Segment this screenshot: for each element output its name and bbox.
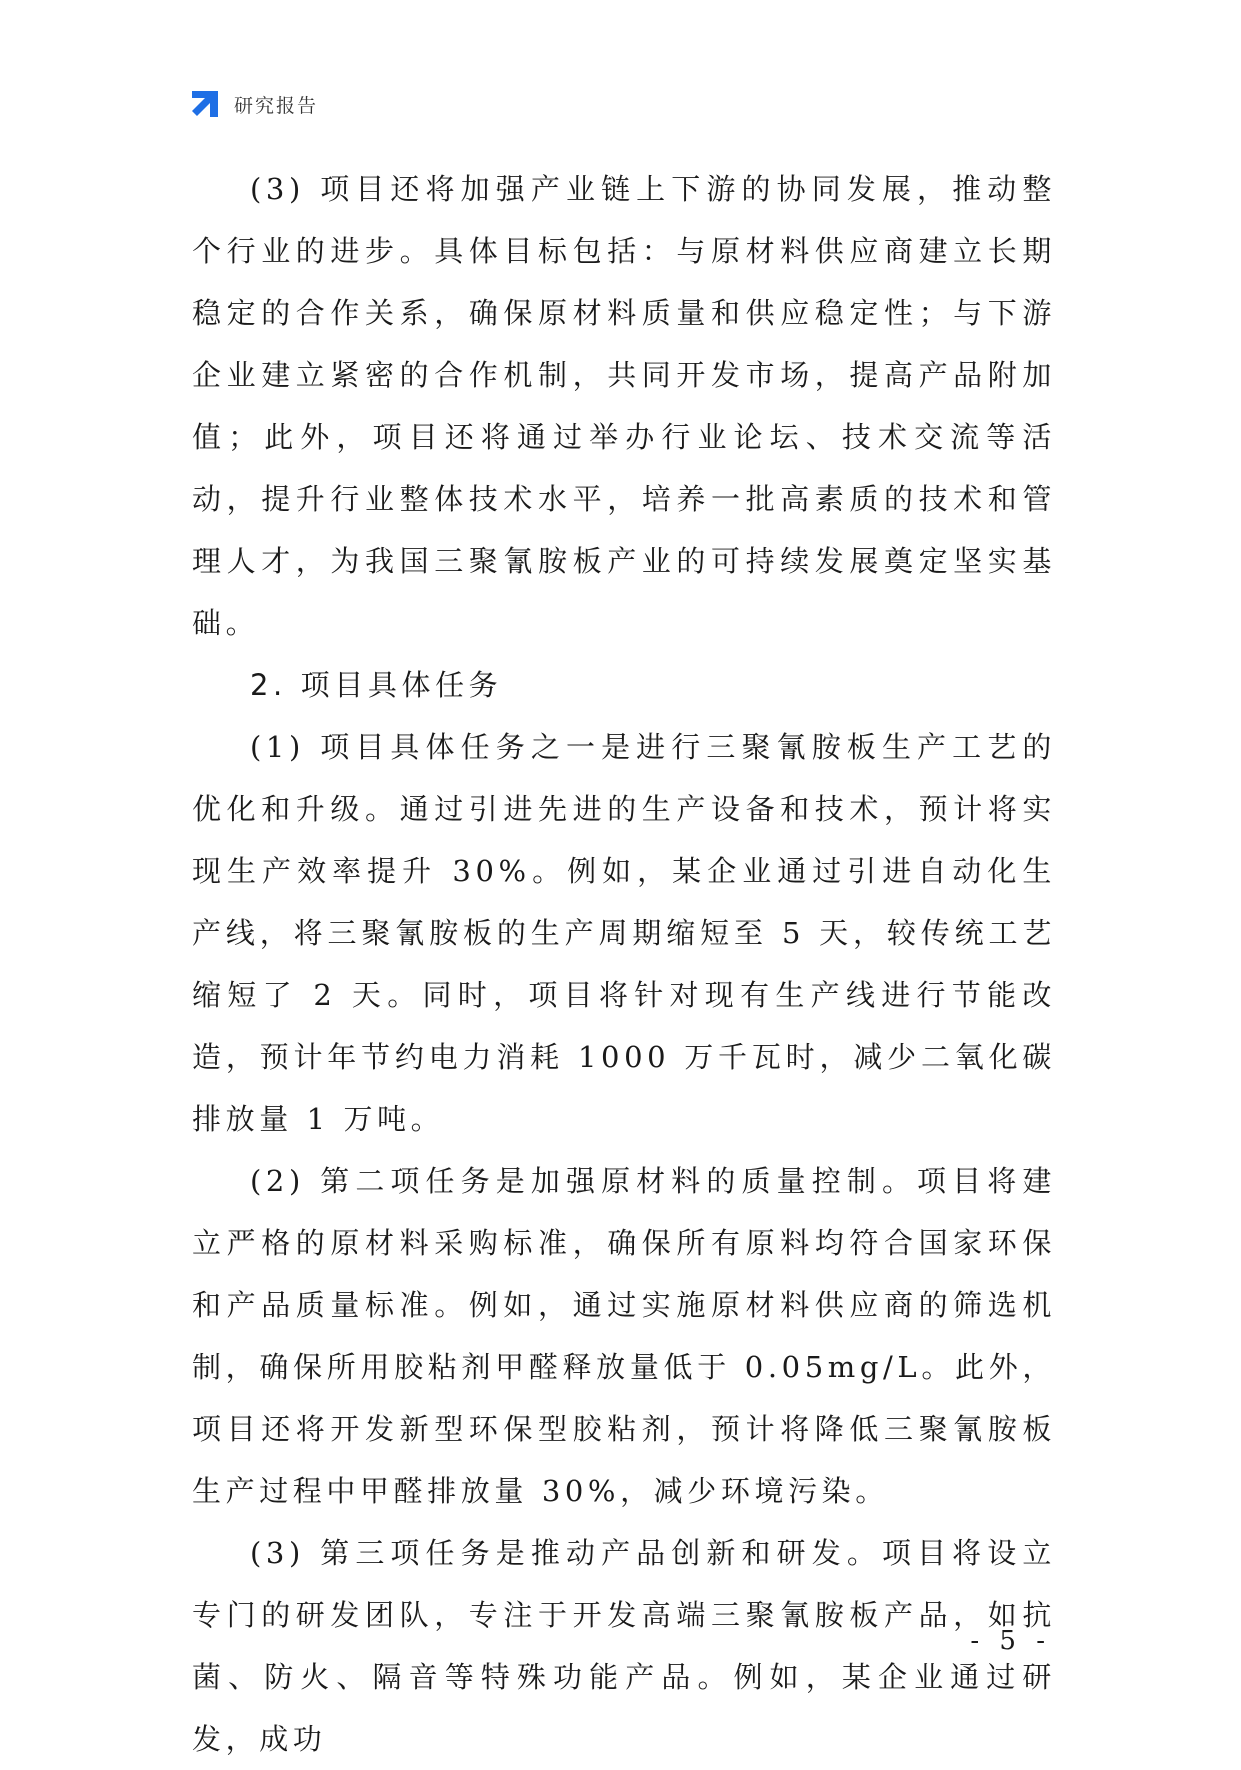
page-number: - 5 - — [970, 1626, 1051, 1656]
arrow-up-right-icon — [188, 87, 222, 121]
paragraph-industry-chain: (3) 项目还将加强产业链上下游的协同发展，推动整个行业的进步。具体目标包括：与原材料供应商建立长期稳定的合作关系，确保原材料质量和供应稳定性；与下游企业建立紧密的合作机制，共同开发市场，提高产品附加值；此外，项目还将通过举办行业论坛、技术交流等活动，提升行业整体技术水平，培养一批高素质的技术和管理人才，为我国三聚氰胺板产业的可持续发展奠定坚实基础。 — [192, 172, 1056, 640]
paragraph-task-2: (2) 第二项任务是加强原材料的质量控制。项目将建立严格的原材料采购标准，确保所有原料均符合国家环保和产品质量标准。例如，通过实施原材料供应商的筛选机制，确保所用胶粘剂甲醛释放量低于 0.05mg/L。此外，项目还将开发新型环保型胶粘剂，预计将降低三聚氰胺板生产过程中甲醛排放量 30%，减少环境污染。 — [192, 1164, 1056, 1508]
paragraph-task-1: (1) 项目具体任务之一是进行三聚氰胺板生产工艺的优化和升级。通过引进先进的生产设备和技术，预计将实现生产效率提升 30%。例如，某企业通过引进自动化生产线，将三聚氰胺板的生产周期缩短至 5 天，较传统工艺缩短了 2 天。同时，项目将针对现有生产线进行节能改造，预计年节约电力消耗 1000 万千瓦时，减少二氧化碳排放量 1 万吨。 — [192, 730, 1056, 1136]
page-header — [188, 86, 318, 122]
paragraph-task-3: (3) 第三项任务是推动产品创新和研发。项目将设立专门的研发团队，专注于开发高端三聚氰胺板产品，如抗菌、防火、隔音等特殊功能产品。例如，某企业通过研发，成功 — [192, 1536, 1056, 1756]
section-heading-specific-tasks: 2. 项目具体任务 — [250, 668, 503, 702]
document-body — [192, 158, 1056, 1770]
header-title: 研究报告 — [234, 94, 319, 117]
